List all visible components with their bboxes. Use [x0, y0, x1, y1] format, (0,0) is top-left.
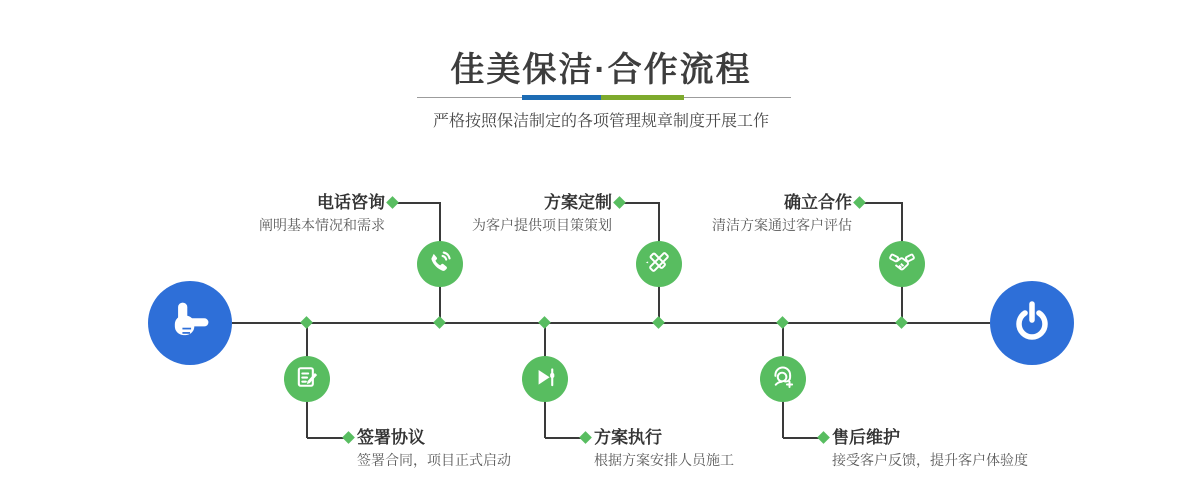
step-label-aftersale-service [832, 429, 1092, 467]
step-circle-sign-agreement [284, 356, 330, 402]
junction-diamond [652, 316, 665, 329]
step-title: 签署协议 [357, 428, 425, 447]
pencil-ruler-icon [645, 248, 673, 281]
hand-pointing-right-icon [164, 295, 216, 352]
step-circle-execute-plan [522, 356, 568, 402]
title-divider-green-segment [601, 95, 684, 100]
step-circle-establish-cooperation [879, 241, 925, 287]
junction-diamond [300, 316, 313, 329]
headset-plus-icon [769, 363, 797, 396]
step-circle-phone-consult [417, 241, 463, 287]
step-title: 售后维护 [832, 428, 900, 447]
power-icon [1008, 297, 1056, 350]
step-title: 确立合作 [784, 193, 852, 212]
timeline-start-node [148, 281, 232, 365]
junction-diamond [538, 316, 551, 329]
page-title: 佳美保洁·合作流程 [450, 51, 752, 89]
timeline-main-line [232, 322, 990, 324]
play-slider-icon [531, 363, 559, 396]
step-label-customize-plan [392, 194, 612, 232]
step-desc: 清洁方案通过客户评估 [712, 217, 852, 233]
label-diamond [342, 431, 355, 444]
phone-icon [426, 248, 454, 281]
step-circle-aftersale-service [760, 356, 806, 402]
step-label-sign-agreement [357, 429, 617, 467]
handshake-icon [888, 248, 916, 281]
label-diamond [613, 196, 626, 209]
step-title: 电话咨询 [317, 193, 385, 212]
junction-diamond [776, 316, 789, 329]
step-label-establish-cooperation [632, 194, 852, 232]
step-label-execute-plan [594, 429, 854, 467]
page-subtitle: 严格按照保洁制定的各项管理规章制度开展工作 [432, 113, 769, 130]
step-title: 方案定制 [544, 193, 612, 212]
step-title: 方案执行 [594, 428, 662, 447]
document-pen-icon [293, 363, 321, 396]
junction-diamond [433, 316, 446, 329]
label-stub-establish [860, 202, 902, 204]
step-desc: 为客户提供项目策策划 [472, 217, 612, 233]
step-label-phone-consult [165, 194, 385, 232]
step-desc: 接受客户反馈，提升客户体验度 [832, 452, 1028, 468]
step-desc: 阐明基本情况和需求 [259, 217, 385, 233]
step-desc: 签署合同，项目正式启动 [357, 452, 511, 468]
title-divider-blue-segment [522, 95, 601, 100]
step-circle-customize-plan [636, 241, 682, 287]
label-diamond [853, 196, 866, 209]
junction-diamond [895, 316, 908, 329]
timeline-end-node [990, 281, 1074, 365]
step-desc: 根据方案安排人员施工 [594, 452, 734, 468]
